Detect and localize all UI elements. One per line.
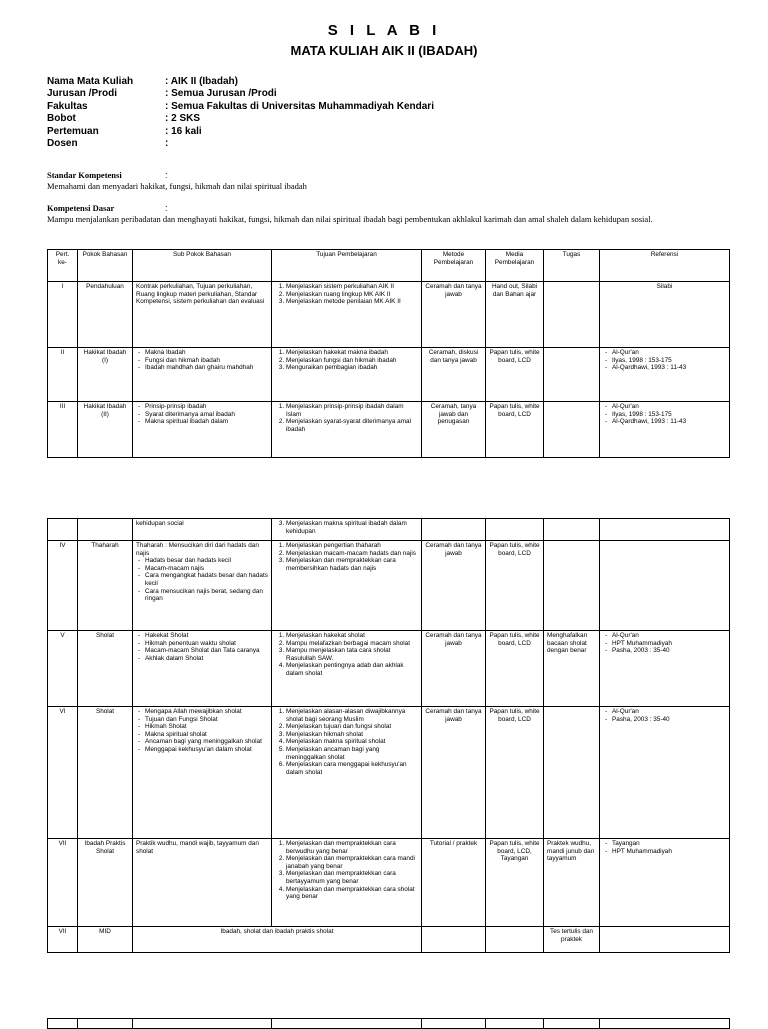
info-row — [47, 126, 705, 138]
cell-tujuan — [272, 839, 422, 927]
list-item: - Menggapai kekhusyu'an dalam sholat — [145, 746, 268, 754]
cell-sub-pokok — [133, 631, 272, 707]
cell-pokok-bahasan: Pendahuluan — [78, 282, 133, 348]
list-item: - Cara mengangkat hadats besar dan hadats kecil — [145, 572, 268, 587]
list-item: - Makna spiritual ibadah dalam — [145, 418, 268, 426]
dash-list — [136, 403, 268, 426]
cell-pokok-bahasan: Thaharah — [78, 541, 133, 631]
cell-media: Hand out, Silabi dan Bahan ajar — [486, 282, 544, 348]
list-item: 5. Menjelaskan ancaman bagi yang meninggalkan sholat — [286, 746, 418, 761]
list-item: - Al-Qur'an — [612, 349, 726, 357]
list-item: - Mengapa Allah mewajibkan sholat — [145, 708, 268, 716]
cell-tujuan — [272, 282, 422, 348]
table-row — [48, 519, 730, 541]
cell-tugas: Praktek wudhu, mandi junub dan tayyamum — [544, 839, 600, 927]
list-item: 2. Mampu melafazkan berbagai macam sholat — [286, 640, 418, 648]
cell-media — [486, 519, 544, 541]
info-label: Fakultas — [47, 100, 88, 112]
cell-pokok-bahasan: Sholat — [78, 631, 133, 707]
list-item: 4. Menjelaskan pentingnya adab dan akhlak dalam sholat — [286, 662, 418, 677]
cell-mid-text: Ibadah, sholat dan ibadah praktis sholat — [133, 927, 422, 953]
cell-sub-pokok — [133, 282, 272, 348]
cell-referensi — [600, 839, 730, 927]
dash-list — [136, 557, 268, 603]
cell-tugas — [544, 402, 600, 458]
table-row — [48, 541, 730, 631]
column-header: Sub Pokok Bahasan — [133, 250, 272, 282]
cell-referensi — [600, 541, 730, 631]
cell-tugas — [544, 541, 600, 631]
numbered-list — [275, 708, 418, 776]
list-item: - Tujuan dan Fungsi Sholat — [145, 716, 268, 724]
list-item: - Makna Ibadah — [145, 349, 268, 357]
cell-pokok-bahasan: Sholat — [78, 707, 133, 839]
cell-tugas — [544, 348, 600, 402]
sub-text: Kontrak perkuliahan, Tujuan perkuliahan, Ruang lingkup materi perkuliahan, Standar Kompetensi, sistem perkuliahan dan evaluasi — [136, 283, 265, 306]
numbered-list — [275, 520, 418, 535]
list-item: 2. Menjelaskan syarat-syarat diterimanya amal ibadah — [286, 418, 418, 433]
list-item: - Al-Qur'an — [612, 632, 726, 640]
list-item: 3. Menjelaskan hikmah sholat — [286, 731, 418, 739]
list-item: 4. Menjelaskan dan mempraktekkan cara sholat yang benar — [286, 886, 418, 901]
list-item: - Makna spiritual sholat — [145, 731, 268, 739]
cell-tujuan — [272, 402, 422, 458]
cell-pokok-bahasan: Hakikat Ibadah (II) — [78, 402, 133, 458]
standar-heading: Standar Kompetensi — [47, 170, 122, 180]
cell-metode: Ceramah dan tanya jawab — [422, 282, 486, 348]
numbered-list — [275, 349, 418, 372]
list-item: 2. Menjelaskan tujuan dan fungsi sholat — [286, 723, 418, 731]
list-item: 3. Menjelaskan metode penilaian MK AIK II — [286, 298, 418, 306]
kompetensi-heading: Kompetensi Dasar — [47, 203, 115, 213]
info-label: Bobot — [47, 113, 76, 125]
sub-text: Thaharah : Mensucikan diri dari hadats dan najis — [136, 542, 259, 557]
list-item: - Al-Qur'an — [612, 708, 726, 716]
cell-pertemuan: VI — [48, 707, 78, 839]
table-header-row — [48, 250, 730, 282]
dash-list — [136, 349, 268, 372]
cell-pokok-bahasan: MID — [78, 927, 133, 953]
list-item: 1. Menjelaskan hakekat sholat — [286, 632, 418, 640]
info-row — [47, 138, 705, 150]
syllabus-table-2 — [47, 518, 730, 953]
table-row — [48, 631, 730, 707]
list-item: 2. Menjelaskan dan mempraktekkan cara mandi janabah yang benar — [286, 855, 418, 870]
cell-metode: Tutorial / praktek — [422, 839, 486, 927]
cell-sub-pokok — [133, 402, 272, 458]
list-item: - Al-Qardhawi, 1993 : 11-43 — [612, 364, 726, 372]
list-item: 3. Menjelaskan makna spiritual ibadah dalam kehidupan — [286, 520, 418, 535]
table-row — [48, 707, 730, 839]
list-item: - Macam-macam Sholat dan Tata caranya — [145, 647, 268, 655]
cell-referensi — [600, 402, 730, 458]
dash-list — [603, 708, 726, 723]
cell-pertemuan: VII — [48, 927, 78, 953]
sub-text: Praktik wudhu, mandi wajib, tayyamum dan sholat — [136, 840, 259, 855]
cell-tujuan — [272, 519, 422, 541]
info-value: : Semua Jurusan /Prodi — [165, 88, 277, 100]
cell-referensi — [600, 348, 730, 402]
column-header: Pokok Bahasan — [78, 250, 133, 282]
list-item: - Hikmah Sholat — [145, 723, 268, 731]
cell-pokok-bahasan: Hakikat Ibadah (I) — [78, 348, 133, 402]
column-header: Pert. ke- — [48, 250, 78, 282]
list-item: - Al-Qardhawi, 1993 : 11-43 — [612, 418, 726, 426]
cell-sub-pokok — [133, 348, 272, 402]
cell-pokok-bahasan — [78, 519, 133, 541]
list-item: 3. Menjelaskan dan mempraktekkan cara bertayyamum yang benar — [286, 870, 418, 885]
cell-tugas — [544, 519, 600, 541]
kompetensi-text: Mampu menjalankan peribadatan dan menghayati hakikat, fungsi, hikmah dan nilai spiritual ibadah bagi pembentukan akhlakul karimah dan amal shaleh dalam kehidupan sosial. — [47, 214, 653, 224]
cell-pertemuan — [48, 519, 78, 541]
cell-metode — [422, 519, 486, 541]
kompetensi-colon: : — [165, 203, 168, 213]
info-label: Nama Mata Kuliah — [47, 76, 134, 87]
list-item: - Ilyas, 1998 : 153-175 — [612, 411, 726, 419]
cell-pertemuan: II — [48, 348, 78, 402]
list-item: 3. Menjelaskan dan mempraktekkan cara membersihkan hadats dan najis — [286, 557, 418, 572]
info-value: : 2 SKS — [165, 113, 201, 125]
table-row-mid — [48, 927, 730, 953]
list-item: - HPT Muhammadiyah — [612, 848, 726, 856]
cell-sub-pokok — [133, 519, 272, 541]
dash-list — [136, 708, 268, 754]
dash-list — [603, 403, 726, 426]
cell-tugas — [544, 707, 600, 839]
document-subtitle: MATA KULIAH AIK II (IBADAH) — [290, 43, 478, 58]
numbered-list — [275, 542, 418, 572]
dash-list — [603, 840, 726, 855]
list-item: - Cara mensucikan najis berat, sedang dan ringan — [145, 588, 268, 603]
cell-referensi — [600, 927, 730, 953]
list-item: - HPT Muhammadiyah — [612, 640, 726, 648]
cell-tujuan — [272, 631, 422, 707]
list-item: - Pasha, 2003 : 35-40 — [612, 716, 726, 724]
table-row — [48, 839, 730, 927]
cell-referensi — [600, 631, 730, 707]
info-row — [47, 88, 705, 100]
standar-colon: : — [165, 170, 168, 180]
list-item: - Akhlak dalam Sholat — [145, 655, 268, 663]
numbered-list — [275, 840, 418, 901]
list-item: 1. Menjelaskan dan mempraktekkan cara berwudhu yang benar — [286, 840, 418, 855]
cell-tujuan — [272, 541, 422, 631]
list-item: 2. Menjelaskan ruang lingkup MK AIK II — [286, 291, 418, 299]
cell-metode: Ceramah, diskusi dan tanya jawab — [422, 348, 486, 402]
cell-pokok-bahasan: Ibadah Praktis Sholat — [78, 839, 133, 927]
cell-metode — [422, 927, 486, 953]
list-item: - Ibadah mahdhah dan ghairu mahdhah — [145, 364, 268, 372]
cell-metode: Ceramah dan tanya jawab — [422, 707, 486, 839]
info-label: Jurusan /Prodi — [47, 88, 118, 100]
info-row — [47, 101, 705, 113]
cell-sub-pokok — [133, 839, 272, 927]
column-header: Tujuan Pembelajaran — [272, 250, 422, 282]
cell-media — [486, 927, 544, 953]
cell-metode: Ceramah dan tanya jawab — [422, 631, 486, 707]
cell-tujuan — [272, 707, 422, 839]
list-item: - Ilyas, 1998 : 153-175 — [612, 357, 726, 365]
cell-referensi — [600, 519, 730, 541]
column-header: Tugas — [544, 250, 600, 282]
cell-metode: Ceramah, tanya jawab dan penugasan — [422, 402, 486, 458]
list-item: - Pasha, 2003 : 35-40 — [612, 647, 726, 655]
cell-media: Papan tulis, white board, LCD — [486, 348, 544, 402]
list-item: - Fungsi dan hikmah ibadah — [145, 357, 268, 365]
cell-media: Papan tulis, white board, LCD — [486, 541, 544, 631]
cell-media: Papan tulis, white board, LCD — [486, 402, 544, 458]
list-item: 1. Menjelaskan sistem perkuliahan AIK II — [286, 283, 418, 291]
list-item: - Hikmah penentuan waktu sholat — [145, 640, 268, 648]
list-item: - Hakekat Sholat — [145, 632, 268, 640]
numbered-list — [275, 403, 418, 433]
document-title: S I L A B I — [327, 22, 441, 39]
list-item: 6. Menjelaskan cara menggapai kekhusyu'an dalam sholat — [286, 761, 418, 776]
cell-tugas — [544, 282, 600, 348]
cell-pertemuan: VII — [48, 839, 78, 927]
info-label: Pertemuan — [47, 125, 99, 137]
cell-tujuan — [272, 348, 422, 402]
cell-pertemuan: I — [48, 282, 78, 348]
list-item: 2. Menjelaskan macam-macam hadats dan najis — [286, 550, 418, 558]
info-value: : AIK II (Ibadah) — [165, 76, 238, 87]
list-item: 1. Menjelaskan alasan-alasan diwajibkannya sholat bagi seorang Muslim — [286, 708, 418, 723]
list-item: 2. Menjelaskan fungsi dan hikmah ibadah — [286, 357, 418, 365]
table-row — [48, 348, 730, 402]
info-row — [47, 113, 705, 125]
ref-text: Silabi — [656, 283, 673, 290]
cell-pertemuan: V — [48, 631, 78, 707]
list-item: - Prinsip-prinsip ibadah — [145, 403, 268, 411]
course-info — [47, 76, 705, 150]
list-item: - Al-Qur'an — [612, 403, 726, 411]
list-item: - Ancaman bagi yang meninggalkan sholat — [145, 738, 268, 746]
cell-referensi — [600, 707, 730, 839]
table-row — [48, 402, 730, 458]
column-header: Referensi — [600, 250, 730, 282]
cell-pertemuan: III — [48, 402, 78, 458]
dash-list — [603, 632, 726, 655]
list-item: 1. Menjelaskan hakekat makna ibadah — [286, 349, 418, 357]
list-item: - Syarat diterimanya amal ibadah — [145, 411, 268, 419]
list-item: - Tayangan — [612, 840, 726, 848]
numbered-list — [275, 632, 418, 678]
numbered-list — [275, 283, 418, 306]
list-item: - Macam-macam najis — [145, 565, 268, 573]
cell-media: Papan tulis, white board, LCD, Tayangan — [486, 839, 544, 927]
info-label: Dosen — [47, 138, 78, 150]
cell-referensi — [600, 282, 730, 348]
info-row — [47, 76, 705, 88]
cell-metode: Ceramah dan tanya jawab — [422, 541, 486, 631]
list-item: 3. Mampu menjelaskan tata cara sholat Rasulullah SAW. — [286, 647, 418, 662]
list-item: 1. Menjelaskan pengertian thaharah — [286, 542, 418, 550]
table-row — [48, 282, 730, 348]
cell-tugas: Menghafalkan bacaan sholat dengan benar — [544, 631, 600, 707]
cell-media: Papan tulis, white board, LCD — [486, 631, 544, 707]
cell-sub-pokok — [133, 541, 272, 631]
cell-media: Papan tulis, white board, LCD — [486, 707, 544, 839]
cell-tugas: Tes tertulis dan praktek — [544, 927, 600, 953]
list-item: 4. Menjelaskan makna spiritual sholat — [286, 738, 418, 746]
cell-pertemuan: IV — [48, 541, 78, 631]
column-header: Media Pembelajaran — [486, 250, 544, 282]
standar-text: Memahami dan menyadari hakikat, fungsi, hikmah dan nilai spiritual ibadah — [47, 181, 307, 191]
syllabus-table-1 — [47, 249, 730, 458]
cell-sub-pokok — [133, 707, 272, 839]
info-value: : 16 kali — [165, 125, 202, 137]
list-item: - Hadats besar dan hadats kecil — [145, 557, 268, 565]
sub-text: kehidupan social — [136, 520, 184, 527]
info-value: : Semua Fakultas di Universitas Muhammadiyah Kendari — [165, 100, 434, 112]
column-header: Metode Pembelajaran — [422, 250, 486, 282]
list-item: 3. Menguraikan pembagian ibadah — [286, 364, 418, 372]
list-item: 1. Menjelaskan prinsip-prinsip ibadah dalam Islam — [286, 403, 418, 418]
info-value: : — [165, 138, 169, 150]
dash-list — [603, 349, 726, 372]
dash-list — [136, 632, 268, 662]
